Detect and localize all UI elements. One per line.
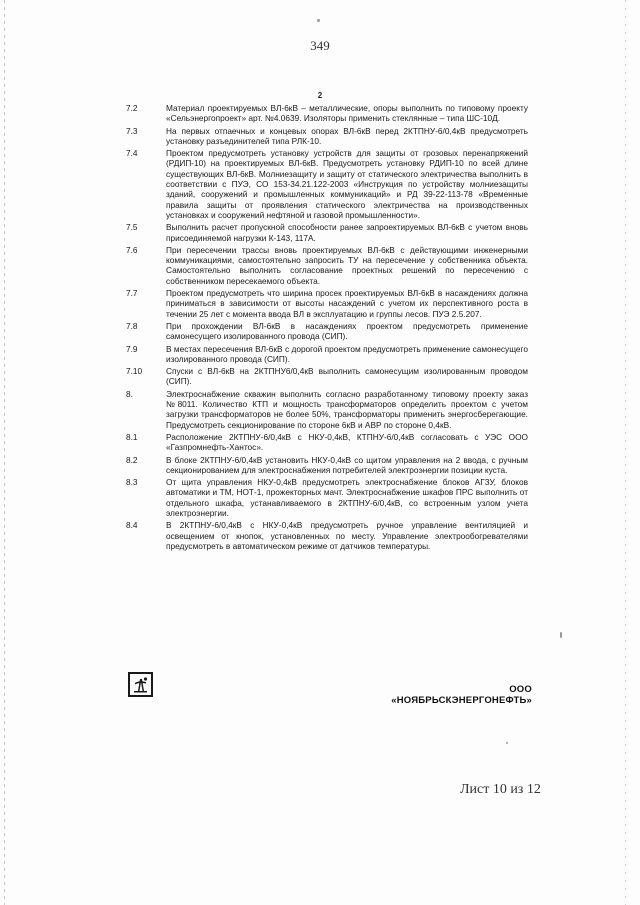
clause-number: 7.10 [126,366,143,377]
clause-text: В 2КТПНУ-6/0,4кВ с НКУ-0,4кВ предусмотреть ручное управление вентиляцией и освещением от кнопок, установленных по месту. Управление электрообогревателями предусмотреть в автоматическом режиме от датчиков температуры. [166,520,528,551]
clause-item [126,520,528,551]
clause-text: При прохождении ВЛ-6кВ в насаждениях проектом предусмотреть применение самонесущего изолированного провода (СИП). [166,320,528,342]
clause-number: 7.6 [126,244,138,255]
scan-speck [506,742,508,744]
clause-item [126,477,528,518]
clause-item [126,455,528,476]
clause-text: Электроснабжение скважин выполнить согласно разработанному типовому проекту заказ №8011. Количество КТП и мощность трансформаторов определить проектом с учетом загрузки трансформаторов не более 50%, трансформаторы применить энергосберегающие. Предусмотреть секционирование по стороне 6кВ и АВР по стороне 0,4кВ. [166,388,528,430]
clause-item [126,321,528,342]
clause-number: 7.3 [126,125,138,136]
clause-item [126,222,528,243]
sheet-counter: Лист 10 из 12 [460,782,541,797]
clause-list [126,103,528,553]
clause-item [126,366,528,387]
clause-number: 8.4 [126,520,138,531]
clause-text: В блоке 2КТПНУ-6/0,4кВ установить НКУ-0,4кВ со щитом управления на 2 ввода, с ручным секционированием для электроснабжения потребителей электроэнергии позиции куста. [166,454,528,475]
clause-text: При пересечении трассы вновь проектируемых ВЛ-6кВ с действующими инженерными коммуникациями, самостоятельно запросить ТУ на пересечение у собственника объекта. Самостоятельно выполнить согласование проектных решений по пересечению с собственником пересекаемого объекта. [166,244,528,286]
clause-item [126,103,528,124]
page-number: 349 [310,38,330,53]
clause-item [126,288,528,319]
clause-text: Расположение 2КТПНУ-6/0,4кВ с НКУ-0,4кВ, КТПНУ-6/0,4кВ согласовать с УЭС ООО «Газпромнефть-Хантос». [166,431,528,453]
scan-edge-right [625,0,626,905]
clause-text: Проектом предусмотреть установку устройств для защиты от грозовых перенапряжений (РДИП-10) на проектируемых ВЛ-6кВ. Предусмотреть установку РДИП-10 по всей длине существующих ВЛ-6кВ. Молниезащиту и защиту от статического электричества выполнить в соответствии с ПУЭ, СО 153-34.21.122-2003 «Инструкция по устройству молниезащиты зданий, сооружений и промышленных коммуникаций» и РД 39-22-113-78 «Временные правила защиты от проявления статического электричества на производственных установках и сооружений нефтяной и газовой промышленности». [166,148,528,220]
clause-number: 7.9 [126,343,138,354]
clause-text: Материал проектируемых ВЛ-6кВ – металлические, опоры выполнить по типовому проекту «Сельэнергопроект» арт. №4.0639. Изоляторы применить стеклянные – типа ШС-10Д. [166,103,528,124]
clause-number: 7.8 [126,320,138,331]
clause-text: Проектом предусмотреть что ширина просек проектируемых ВЛ-6кВ в насаждениях должна приниматься в зависимости от высоты насаждений с учетом их перспективного роста в течении 25 лет с момента ввода ВЛ в эксплуатацию и группы лесов. ПУЭ 2.5.207. [166,288,528,319]
clause-item [126,148,528,220]
clause-number: 7.5 [126,222,138,233]
clause-item [126,432,528,453]
clause-item [126,389,528,430]
inner-page-number: 2 [317,91,323,100]
oil-derrick-icon [130,674,151,695]
company-name: ООО «НОЯБРЬСКЭНЕРГОНЕФТЬ» [391,684,532,706]
clause-number: 7.4 [126,148,138,159]
clause-number: 8.3 [126,477,138,488]
clause-item [126,344,528,365]
company-logo [128,672,153,697]
clause-text: На первых отпаечных и концевых опорах ВЛ-6кВ перед 2КТПНУ-6/0,4кВ предусмотреть установку разъединителей типа РЛК-10. [166,125,528,146]
clause-item [126,126,528,147]
scan-speck [560,632,562,638]
scan-speck [317,19,320,22]
clause-text: Выполнить расчет пропускной способности ранее запроектируемых ВЛ-6кВ с учетом вновь присоединяемой нагрузки К-143, 117А. [166,222,528,243]
scan-edge-left [4,0,5,905]
clause-text: Спуски с ВЛ-6кВ на 2КТПНУ6/0,4кВ выполнить самонесущим изолированным проводом (СИП). [166,366,528,387]
clause-number: 7.7 [126,288,138,299]
clause-item [126,245,528,286]
clause-number: 8.1 [126,431,138,442]
clause-text: В местах пересечения ВЛ-6кВ с дорогой проектом предусмотреть применение самонесущего изолированного провода (СИП). [166,343,528,364]
clause-number: 8.2 [126,454,138,465]
clause-number: 7.2 [126,103,138,113]
clause-number: 8. [126,388,133,399]
clause-text: От щита управления НКУ-0,4кВ предусмотреть электроснабжение блоков АГЗУ, блоков автоматики и ТМ, НОТ-1, прожекторных мачт. Электроснабжение шкафов ПРС выполнить от отдельного шкафа, устанавливаемого в 2КТПНУ-6/0,4кВ, со встроенным узлом учета электроэнергии. [166,477,528,518]
